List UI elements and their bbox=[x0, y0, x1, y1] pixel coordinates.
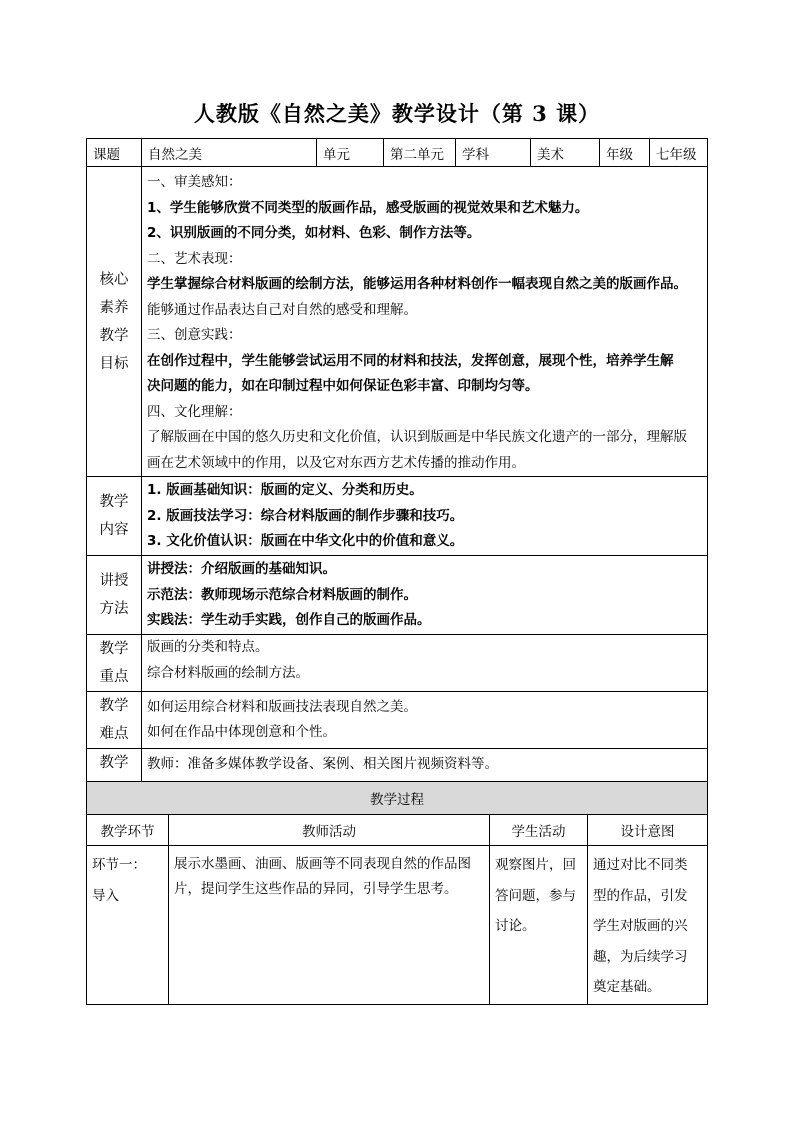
list-item: 实践法：学生动手实践，创作自己的版画作品。 bbox=[147, 612, 431, 628]
lesson-info-table bbox=[86, 138, 708, 806]
list-item: 综合材料版画的绘制方法。 bbox=[147, 664, 309, 681]
objective-line: 画在艺术领域中的作用，以及它对东西方艺术传播的推动作用。 bbox=[147, 454, 525, 471]
student-activity-cell: 观察图片，回 答问题，参与 讨论。 bbox=[490, 846, 588, 1005]
list-item: 3. 文化价值认识：版画在中华文化中的价值和意义。 bbox=[147, 533, 464, 549]
objective-heading: 四、文化理解： bbox=[147, 403, 242, 420]
methods-label: 讲授 方法 bbox=[87, 556, 142, 635]
grade-value: 七年级 bbox=[650, 139, 708, 167]
content-row bbox=[87, 477, 708, 556]
objective-line: 决问题的能力，如在印制过程中如何保证色彩丰富、印制均匀等。 bbox=[147, 378, 539, 394]
column-header: 学生活动 bbox=[490, 815, 588, 846]
process-header-row bbox=[87, 815, 708, 846]
list-item: 2. 版画技法学习：综合材料版画的制作步骤和技巧。 bbox=[147, 507, 464, 524]
course-label: 课题 bbox=[87, 139, 142, 167]
list-item: 如何运用综合材料和版画技法表现自然之美。 bbox=[147, 698, 417, 715]
unit-label: 单元 bbox=[317, 139, 384, 167]
subject-label: 学科 bbox=[456, 139, 531, 167]
objectives-label: 核心 素养 教学 目标 bbox=[87, 167, 142, 477]
content-list bbox=[142, 477, 708, 556]
methods-row bbox=[87, 556, 708, 635]
process-title: 教学过程 bbox=[87, 782, 708, 815]
list-item: 讲授法：介绍版画的基础知识。 bbox=[147, 561, 336, 577]
objective-heading: 一、审美感知： bbox=[147, 174, 242, 190]
list-item: 1. 版画基础知识：版画的定义、分类和历史。 bbox=[147, 482, 423, 498]
preparation-label: 教学 bbox=[87, 749, 142, 806]
table-row bbox=[87, 846, 708, 1005]
unit-value: 第二单元 bbox=[384, 139, 456, 167]
objective-heading: 二、艺术表现： bbox=[147, 250, 242, 267]
process-title-row bbox=[87, 782, 708, 815]
difficulties-row bbox=[87, 692, 708, 749]
difficulties-label: 教学 难点 bbox=[87, 692, 142, 749]
difficulties-list bbox=[142, 692, 708, 749]
design-intent-cell: 通过对比不同类 型的作品，引发 学生对版画的兴 趣，为后续学习 奠定基础。 bbox=[588, 846, 708, 1005]
key-points-label: 教学 重点 bbox=[87, 635, 142, 692]
list-item: 示范法：教师现场示范综合材料版画的制作。 bbox=[147, 586, 417, 603]
objective-heading: 三、创意实践： bbox=[147, 327, 242, 343]
objective-line: 2、识别版画的不同分类，如材料、色彩、制作方法等。 bbox=[147, 225, 481, 241]
objective-line: 在创作过程中，学生能够尝试运用不同的材料和技法，发挥创意，展现个性，培养学生解 bbox=[147, 352, 674, 369]
content-label: 教学 内容 bbox=[87, 477, 142, 556]
course-value: 自然之美 bbox=[142, 139, 317, 167]
objectives-row bbox=[87, 167, 708, 477]
key-points-row bbox=[87, 635, 708, 692]
list-item: 教师：准备多媒体教学设备、案例、相关图片视频资料等。 bbox=[147, 755, 498, 772]
column-header: 设计意图 bbox=[588, 815, 708, 846]
column-header: 教学环节 bbox=[87, 815, 169, 846]
methods-list bbox=[142, 556, 708, 635]
teacher-activity-cell: 展示水墨画、油画、版画等不同表现自然的作品图 片，提问学生这些作品的异同，引导学生思考。 bbox=[169, 846, 490, 1005]
objective-line: 1、学生能够欣赏不同类型的版画作品，感受版画的视觉效果和艺术魅力。 bbox=[147, 199, 589, 216]
list-item: 版画的分类和特点。 bbox=[147, 639, 269, 655]
teaching-process-table bbox=[86, 781, 708, 1005]
objective-line: 能够通过作品表达自己对自然的感受和理解。 bbox=[147, 301, 417, 318]
key-points-list bbox=[142, 635, 708, 692]
page-title: 人教版《自然之美》教学设计（第 3 课） bbox=[193, 101, 601, 126]
info-row bbox=[87, 139, 708, 167]
grade-label: 年级 bbox=[600, 139, 650, 167]
stage-cell: 环节一： 导入 bbox=[87, 846, 169, 1005]
column-header: 教师活动 bbox=[169, 815, 490, 846]
subject-value: 美术 bbox=[531, 139, 600, 167]
objectives-content bbox=[142, 167, 708, 477]
list-item: 如何在作品中体现创意和个性。 bbox=[147, 724, 336, 740]
objective-line: 了解版画在中国的悠久历史和文化价值，认识到版画是中华民族文化遗产的一部分，理解版 bbox=[147, 429, 687, 445]
objective-line: 学生掌握综合材料版画的绘制方法，能够运用各种材料创作一幅表现自然之美的版画作品。 bbox=[147, 276, 687, 292]
